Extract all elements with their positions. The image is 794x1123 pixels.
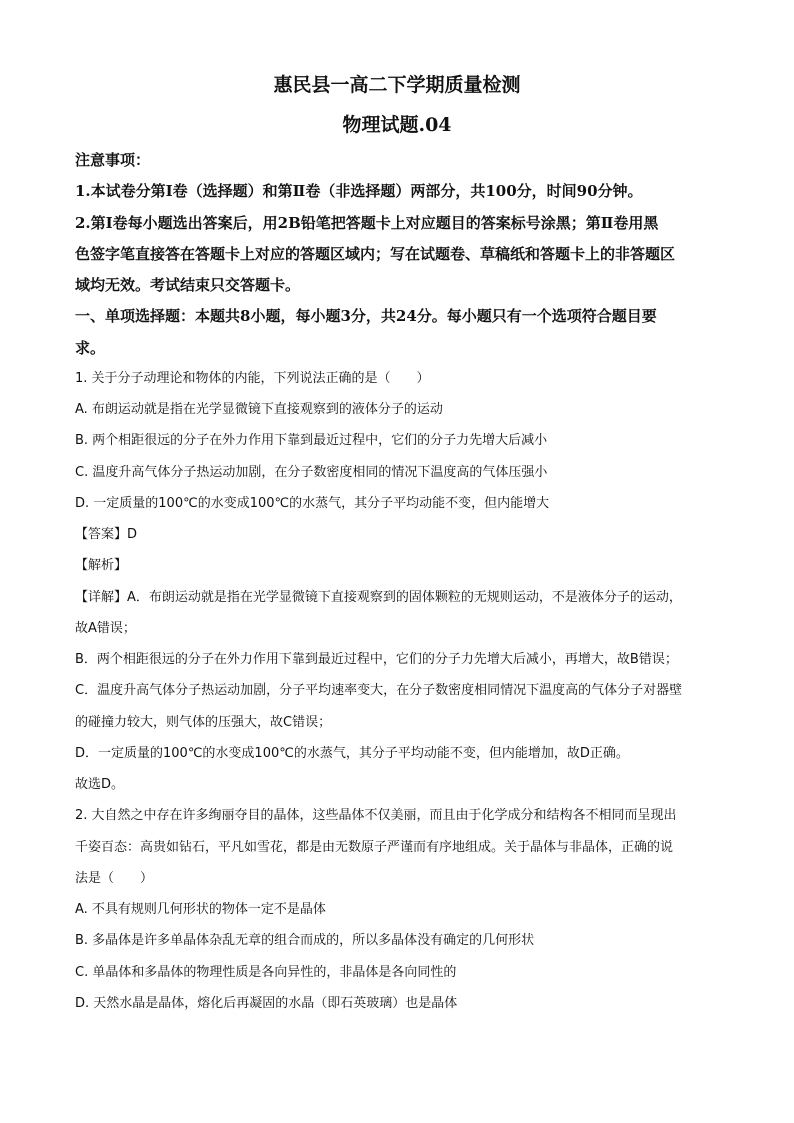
question-2-stem-line-3: 法是（ ） <box>75 871 154 886</box>
question-2-stem-line-1: 2. 大自然之中存在许多绚丽夺目的晶体，这些晶体不仅美丽，而且由于化学成分和结构各不相同而呈现出 <box>75 808 677 823</box>
question-1-stem: 1. 关于分子动理论和物体的内能，下列说法正确的是（ ） <box>75 371 430 386</box>
question-2-option-a: A. 不具有规则几何形状的物体一定不是晶体 <box>75 902 326 917</box>
question-1-option-a: A. 布朗运动就是指在光学显微镜下直接观察到的液体分子的运动 <box>75 402 443 417</box>
document-title: 惠民县一高二下学期质量检测 <box>273 74 521 96</box>
question-1-option-d: D. 一定质量的100℃的水变成100℃的水蒸气，其分子平均动能不变，但内能增大 <box>75 496 550 511</box>
notes-item-2-line-2: 色签字笔直接答在答题卡上对应的答题区域内；写在试题卷、草稿纸和答题卡上的非答题区 <box>75 245 676 263</box>
section-heading-line-1: 一、单项选择题：本题共8小题，每小题3分，共24分。每小题只有一个选项符合题目要 <box>75 307 657 325</box>
question-1-option-c: C. 温度升高气体分子热运动加剧，在分子数密度相同的情况下温度高的气体压强小 <box>75 465 548 480</box>
question-1-option-b: B. 两个相距很远的分子在外力作用下靠到最近过程中，它们的分子力先增大后减小 <box>75 433 548 448</box>
question-2-option-b: B. 多晶体是许多单晶体杂乱无章的组合而成的，所以多晶体没有确定的几何形状 <box>75 933 535 948</box>
question-1-detail-line-4: C．温度升高气体分子热运动加剧，分子平均速率变大，在分子数密度相同情况下温度高的气体分子对器壁 <box>75 683 683 698</box>
question-2-stem-line-2: 千姿百态：高贵如钻石，平凡如雪花，都是由无数原子严谨而有序地组成。关于晶体与非晶体，正确的说 <box>75 840 674 855</box>
question-1-detail-line-1: 【详解】A．布朗运动就是指在光学显微镜下直接观察到的固体颗粒的无规则运动，不是液体分子的运动， <box>75 590 682 605</box>
question-1-detail-line-3: B．两个相距很远的分子在外力作用下靠到最近过程中，它们的分子力先增大后减小，再增大，故B错误； <box>75 652 678 667</box>
notes-heading: 注意事项： <box>75 151 151 169</box>
question-1-analysis-label: 【解析】 <box>75 558 128 573</box>
question-1-detail-line-5: 的碰撞力较大，则气体的压强大，故C错误； <box>75 715 332 730</box>
document-subtitle: 物理试题.04 <box>342 114 452 136</box>
section-heading-line-2: 求。 <box>75 339 106 357</box>
question-1-answer: 【答案】D <box>75 527 138 542</box>
notes-item-2-line-1: 2.第Ⅰ卷每小题选出答案后，用2B铅笔把答题卡上对应题目的答案标号涂黑；第Ⅱ卷用黑 <box>75 214 659 232</box>
question-1-detail-line-2: 故A错误； <box>75 621 136 636</box>
question-2-option-c: C. 单晶体和多晶体的物理性质是各向异性的，非晶体是各向同性的 <box>75 965 457 980</box>
question-2-option-d: D. 天然水晶是晶体，熔化后再凝固的水晶（即石英玻璃）也是晶体 <box>75 996 458 1011</box>
notes-item-2-line-3: 域均无效。考试结束只交答题卡。 <box>75 276 301 294</box>
question-1-detail-line-6: D．一定质量的100℃的水变成100℃的水蒸气，其分子平均动能不变，但内能增加，故D正确。 <box>75 746 629 761</box>
question-1-conclusion: 故选D。 <box>75 777 125 792</box>
notes-item-1: 1.本试卷分第Ⅰ卷（选择题）和第Ⅱ卷（非选择题）两部分，共100分，时间90分钟。 <box>75 182 643 200</box>
